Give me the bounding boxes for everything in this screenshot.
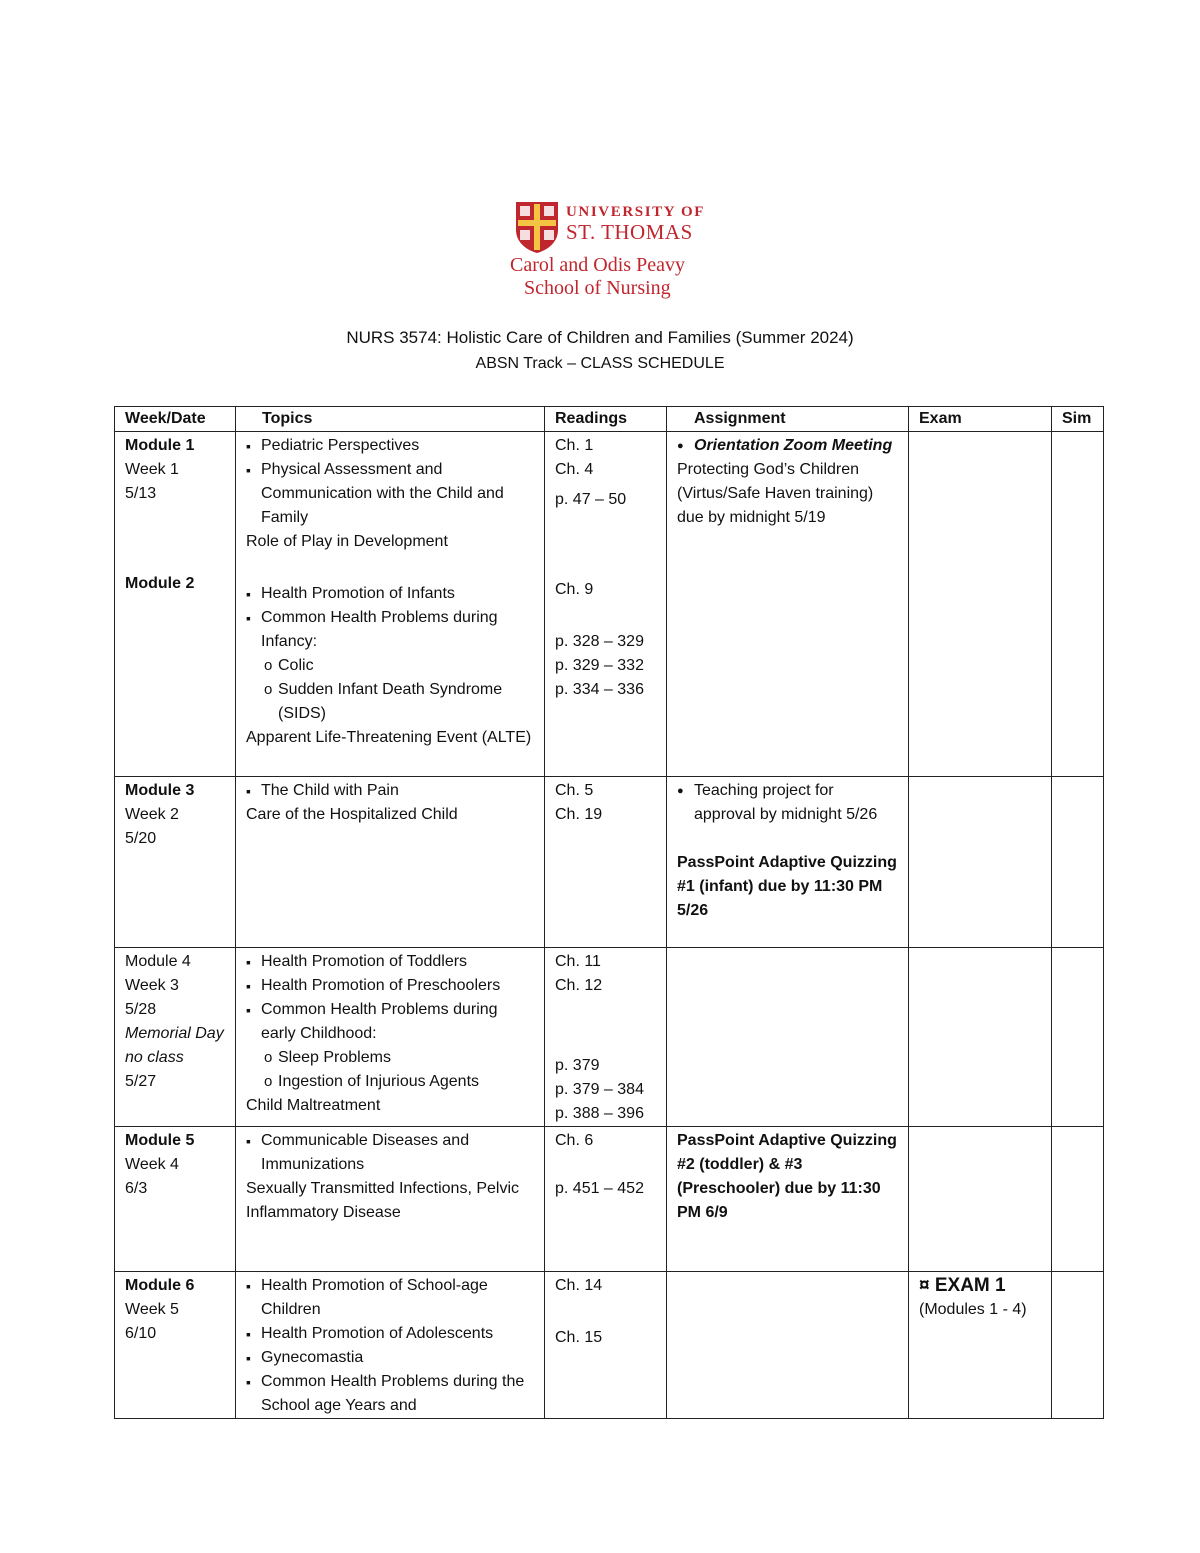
topic-plain: Sexually Transmitted Infections, Pelvic Inflammatory Disease <box>246 1180 520 1221</box>
topic-item: ▪ Health Promotion of Toddlers <box>246 950 534 974</box>
reading-item: p. 47 – 50 <box>555 491 627 508</box>
topic-item: ▪ Health Promotion of Infants <box>246 582 534 606</box>
topic-item: ▪ The Child with Pain <box>246 779 534 803</box>
topic-item: ▪ Gynecomastia <box>246 1346 534 1370</box>
module-label: Module 5 <box>125 1132 195 1149</box>
column-header-week-date: Week/Date <box>115 407 236 432</box>
reading-item: p. 388 – 396 <box>555 1105 644 1122</box>
table-row <box>115 948 1104 1127</box>
topics-list <box>246 1274 534 1418</box>
holiday-note: Memorial Day no class <box>125 1025 224 1066</box>
topic-item: ▪ Pediatric Perspectives <box>246 434 534 458</box>
page-title: NURS 3574: Holistic Care of Children and Families (Summer 2024) <box>346 328 854 347</box>
logo-university-of: UNIVERSITY OF <box>566 204 706 220</box>
assignment-text: PassPoint Adaptive Quizzing #1 (infant) due by 11:30 PM 5/26 <box>677 854 897 919</box>
assignment-text: Protecting God’s Children (Virtus/Safe Haven training) due by midnight 5/19 <box>677 461 874 526</box>
topics-cell <box>236 1127 545 1272</box>
topics-list <box>246 434 534 530</box>
table-row <box>115 1272 1104 1419</box>
reading-item: Ch. 4 <box>555 461 594 478</box>
week-label: Week 2 <box>125 806 179 823</box>
column-header-sim: Sim <box>1052 407 1104 432</box>
readings-cell <box>545 777 667 948</box>
date-label: 5/13 <box>125 485 157 502</box>
assignment-text: PassPoint Adaptive Quizzing #2 (toddler) & #3 (Preschooler) due by 11:30 PM 6/9 <box>677 1132 897 1221</box>
column-header-exam: Exam <box>909 407 1052 432</box>
module-label: Module 4 <box>125 953 191 970</box>
topics-list <box>246 779 534 803</box>
assignment-item: ● Teaching project for approval by midnight 5/26 <box>677 779 898 827</box>
reading-item: p. 451 – 452 <box>555 1180 644 1197</box>
topic-item: ▪ Health Promotion of Adolescents <box>246 1322 534 1346</box>
exam-cell <box>909 1272 1052 1419</box>
class-schedule-table <box>114 406 1104 1419</box>
sim-cell <box>1052 777 1104 948</box>
date-label: 6/10 <box>125 1325 157 1342</box>
logo-school-name-1: Carol and Odis Peavy <box>510 254 685 276</box>
reading-item: p. 329 – 332 <box>555 657 644 674</box>
sim-cell <box>1052 1272 1104 1419</box>
reading-item: Ch. 11 <box>555 953 601 970</box>
assignment-cell <box>667 432 909 777</box>
reading-item: Ch. 12 <box>555 977 603 994</box>
logo-school-name-2: School of Nursing <box>524 277 671 299</box>
assignment-cell <box>667 948 909 1127</box>
shield-crest-icon <box>514 200 560 254</box>
topic-plain: Care of the Hospitalized Child <box>246 806 458 823</box>
topics-cell <box>236 777 545 948</box>
week-date-cell <box>115 432 236 777</box>
subtopic-item: o Sleep Problems <box>246 1046 534 1070</box>
readings-cell <box>545 432 667 777</box>
table-row <box>115 777 1104 948</box>
topics-cell <box>236 948 545 1127</box>
topics-cell <box>236 432 545 777</box>
exam-cell <box>909 948 1052 1127</box>
table-row <box>115 432 1104 777</box>
reading-item: p. 334 – 336 <box>555 681 644 698</box>
topics-list <box>246 582 534 654</box>
topic-plain: Child Maltreatment <box>246 1097 381 1114</box>
topics-list <box>246 1129 534 1177</box>
week-date-cell <box>115 777 236 948</box>
reading-item: p. 379 – 384 <box>555 1081 644 1098</box>
page-subtitle: ABSN Track – CLASS SCHEDULE <box>475 355 725 372</box>
assignment-cell <box>667 1127 909 1272</box>
week-label: Week 3 <box>125 977 179 994</box>
topic-plain: Apparent Life-Threatening Event (ALTE) <box>246 729 532 746</box>
week-date-cell <box>115 1127 236 1272</box>
holiday-date: 5/27 <box>125 1073 157 1090</box>
topic-item: ▪ Common Health Problems during early Childhood: <box>246 998 534 1046</box>
subtopic-item: o Sudden Infant Death Syndrome (SIDS) <box>246 678 534 726</box>
assignment-item: ● Orientation Zoom Meeting <box>677 434 898 458</box>
module-label: Module 1 <box>125 437 195 454</box>
reading-item: Ch. 5 <box>555 782 594 799</box>
week-label: Week 5 <box>125 1301 179 1318</box>
topic-item: ▪ Health Promotion of School-age Children <box>246 1274 534 1322</box>
module-label: Module 6 <box>125 1277 195 1294</box>
assignment-list <box>677 434 898 458</box>
reading-item: Ch. 6 <box>555 1132 594 1149</box>
subtopic-item: o Colic <box>246 654 534 678</box>
reading-item: Ch. 1 <box>555 437 594 454</box>
exam-cell <box>909 432 1052 777</box>
reading-item: p. 379 <box>555 1057 600 1074</box>
exam-note: (Modules 1 - 4) <box>919 1301 1027 1318</box>
column-header-topics: Topics <box>236 407 545 432</box>
date-label: 5/20 <box>125 830 157 847</box>
assignment-list <box>677 779 898 827</box>
exam-cell <box>909 777 1052 948</box>
week-date-cell <box>115 1272 236 1419</box>
table-row <box>115 1127 1104 1272</box>
readings-cell <box>545 948 667 1127</box>
table-header-row <box>115 407 1104 432</box>
reading-item: Ch. 9 <box>555 581 594 598</box>
subtopics-list <box>246 654 534 726</box>
topics-list <box>246 950 534 1046</box>
topic-item: ▪ Physical Assessment and Communication with the Child and Family <box>246 458 534 530</box>
topic-item: ▪ Common Health Problems during Infancy: <box>246 606 534 654</box>
topics-cell <box>236 1272 545 1419</box>
week-label: Week 4 <box>125 1156 179 1173</box>
column-header-readings: Readings <box>545 407 667 432</box>
sim-cell <box>1052 432 1104 777</box>
exam-cell <box>909 1127 1052 1272</box>
exam-title: ¤ EXAM 1 <box>919 1275 1006 1296</box>
sim-cell <box>1052 1127 1104 1272</box>
readings-cell <box>545 1127 667 1272</box>
week-date-cell <box>115 948 236 1127</box>
topic-item: ▪ Common Health Problems during the School age Years and <box>246 1370 534 1418</box>
readings-cell <box>545 1272 667 1419</box>
university-logo <box>508 196 708 306</box>
subtopic-item: o Ingestion of Injurious Agents <box>246 1070 534 1094</box>
reading-item: Ch. 14 <box>555 1277 603 1294</box>
week-label: Week 1 <box>125 461 179 478</box>
subtopics-list <box>246 1046 534 1094</box>
date-label: 5/28 <box>125 1001 157 1018</box>
logo-st-thomas: ST. THOMAS <box>566 220 693 244</box>
module-label: Module 3 <box>125 782 195 799</box>
column-header-assignment: Assignment <box>667 407 909 432</box>
reading-item: Ch. 19 <box>555 806 603 823</box>
module-label: Module 2 <box>125 575 195 592</box>
sim-cell <box>1052 948 1104 1127</box>
assignment-cell <box>667 1272 909 1419</box>
reading-item: Ch. 15 <box>555 1329 603 1346</box>
topic-item: ▪ Health Promotion of Preschoolers <box>246 974 534 998</box>
topic-item: ▪ Communicable Diseases and Immunizations <box>246 1129 534 1177</box>
assignment-cell <box>667 777 909 948</box>
date-label: 6/3 <box>125 1180 148 1197</box>
reading-item: p. 328 – 329 <box>555 633 644 650</box>
topic-plain: Role of Play in Development <box>246 533 448 550</box>
